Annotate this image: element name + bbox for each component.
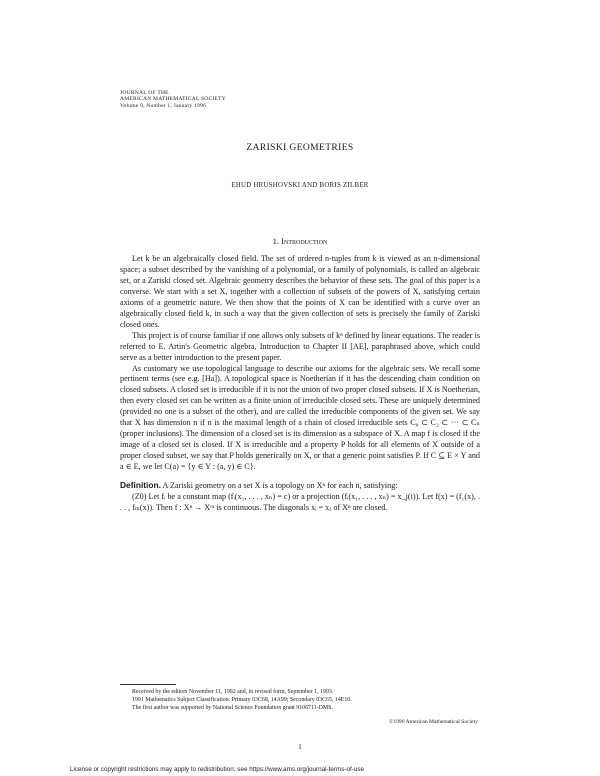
license-link[interactable]: License or copyright restrictions may apply to redistribution; see https://www.ams.org/journal-terms-of-use [70,766,364,773]
definition [120,480,480,492]
definition-label: Definition. [120,480,161,491]
definition-text: A Zariski geometry on a set X is a topology on Xⁿ for each n, satisfying: [162,481,398,491]
journal-header [120,90,226,109]
journal-name-line1: JOURNAL OF THE [120,90,169,96]
section-number: 1. [272,236,280,246]
page-number: 1 [298,743,302,751]
journal-volume-line: Volume 9, Number 1, January 1996 [120,102,206,109]
footnote-grant: The first author was supported by National Science Foundation grant 9106711-DMS. [132,705,333,712]
paper-title: ZARISKI GEOMETRIES [246,143,354,153]
section-name: Introduction [281,236,328,246]
paper-body [120,254,480,514]
axiom-z0: (Z0) Let fᵢ be a constant map (fᵢ(x₁, . . . , xₙ) = c) or a projection (fᵢ(x₁, . . . , xₙ) = x_j(i)). Let f(x) = (f₁(x), . . . , fₘ(x)). Then f : Xⁿ → Xᵐ is continuous. The diagonals xᵢ = xⱼ of Xⁿ are closed. [120,492,480,512]
section-heading [0,236,600,246]
footnotes [120,688,480,713]
paragraph-linear: This project is of course familiar if one allows only subsets of kⁿ defined by linear equations. The reader is referred to E. Artin's Geometric algebra, Introduction to Chapter II [AE], paraphrased above, which could serve as a better introduction to the present paper. [120,330,480,362]
copyright-notice: ©1996 American Mathematical Society [389,719,478,725]
paragraph-topology: As customary we use topological language to describe our axioms for the algebraic sets. We recall some pertinent terms (see e.g. [Ha]). A topological space is Noetherian if it has the descending chain condition on closed subsets. A closed set is irreducible if it is not the union of two proper closed subsets. If X is Noetherian, then every closed set can be written as a finite union of irreducible closed sets. These are uniquely determined (provided no one is a subset of the other), and are called the irreducible components of the given set. We say that X has dimension n if n is the maximal length of a chain of closed irreducible sets C₀ ⊂ C₂ ⊂ ··· ⊂ Cₙ (proper inclusions). The dimension of a closed set is its dimension as a subspace of X. A map f is closed if the image of a closed set is closed. If X is irreducible and a property P holds for all elements of X outside of a proper closed subset, we say that P holds generically on X, or that a generic point satisfies P. If C ⊆ E × Y and a ∈ E, we let C(a) = {y ∈ Y : (a, y) ∈ C}. [120,363,480,472]
paper-authors: EHUD HRUSHOVSKI AND BORIS ZILBER [231,182,369,189]
journal-name-line2: AMERICAN MATHEMATICAL SOCIETY [120,96,226,103]
paragraph-intro: Let k be an algebraically closed field. The set of ordered n-tuples from k is viewed as an n-dimensional space; a subset described by the vanishing of a polynomial, or a family of polynomials, is called an algebraic set, or a Zariski closed set. Algebraic geometry describes the behavior of these sets. The goal of this paper is a converse. We start with a set X, together with a collection of subsets of the powers of X, satisfying certain axioms of a geometric nature. We then show that the points of X can be identified with a curve over an algebraically closed field k, in such a way that the given collection of sets is precisely the family of Zariski closed ones. [120,254,480,329]
footnote-received: Received by the editors November 11, 1992 and, in revised form, September 1, 1993. [132,689,334,695]
footnote-rule [120,684,176,685]
footnote-msc: 1991 Mathematics Subject Classification. Primary 03C68, 14A99; Secondary 03C65, 14E10. [132,697,352,704]
